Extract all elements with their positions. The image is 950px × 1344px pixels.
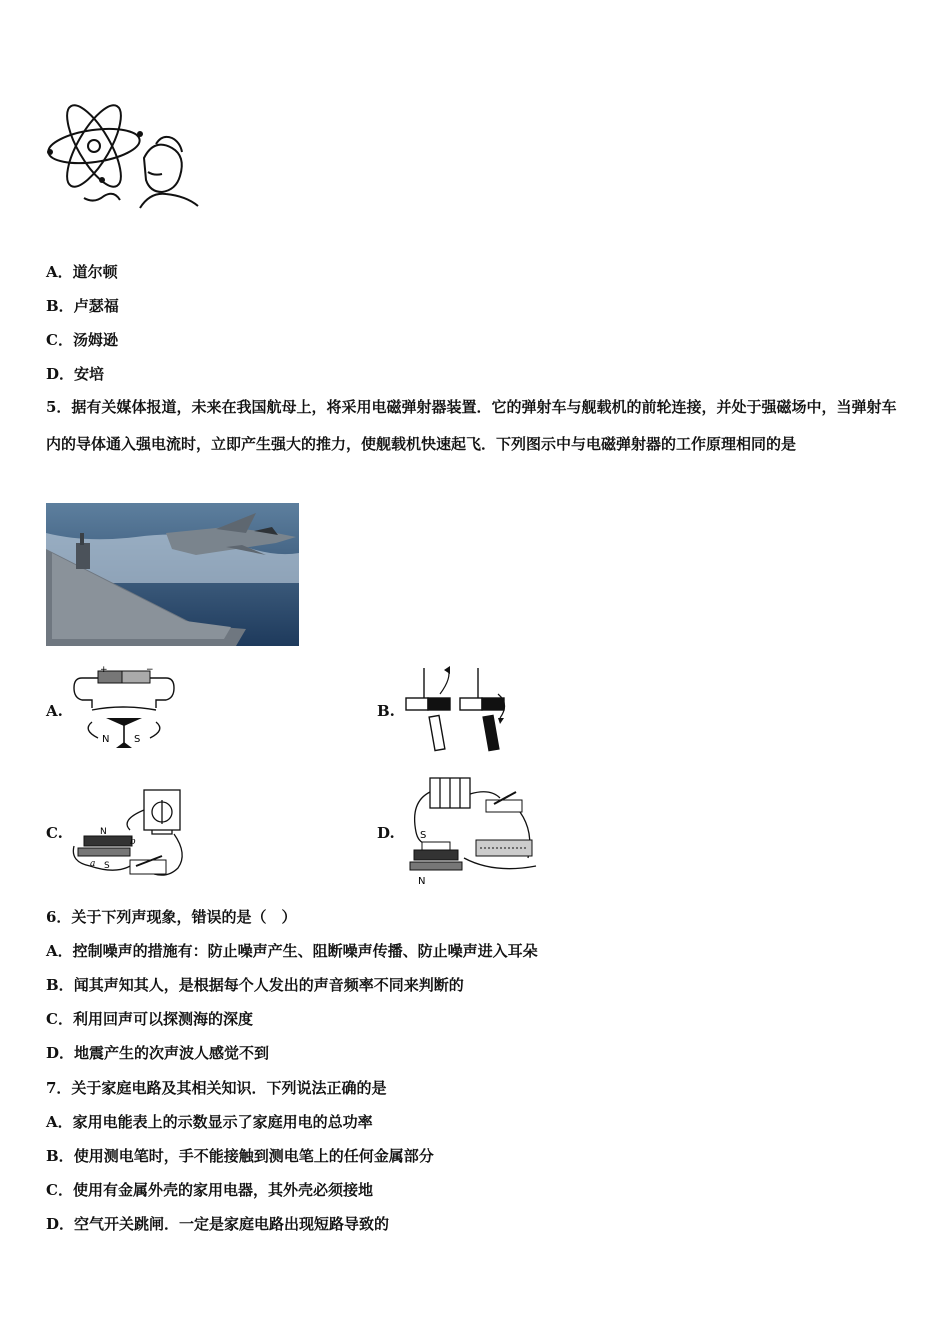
q5-option-d-label: D.: [377, 824, 395, 842]
option-a-oersted-figure: [72, 666, 176, 756]
fig-d-s-label: S: [420, 830, 427, 841]
option-b-magnets-figure: [402, 664, 522, 756]
q5-stem: 5．据有关媒体报道，未来在我国航母上，将采用电磁弹射器装置．它的弹射车与舰载机的前轮连接，并处于强磁场中，当弹射车内的导体通入强电流时，立即产生强大的推力，使舰载机快速起飞．下列图示中与电磁弹射器的工作原理相同的是: [46, 398, 897, 453]
battery-plus-label: +: [100, 666, 108, 675]
q6-option-d: D．地震产生的次声波人感觉不到: [46, 1044, 270, 1062]
q6-stem: 6．关于下列声现象，错误的是（ ）: [46, 908, 297, 926]
needle-s-label: S: [134, 734, 141, 745]
q6-option-b: B．闻其声知其人，是根据每个人发出的声音频率不同来判断的: [46, 976, 464, 994]
fig-c-s-label: S: [104, 861, 110, 871]
q4-option-d: D．安培: [46, 365, 105, 383]
battery-minus-label: −: [146, 666, 154, 675]
atom-scientist-figure: [44, 98, 200, 224]
q5-option-b-label: B.: [377, 702, 395, 720]
carrier-jet-photo: [46, 503, 299, 646]
option-d-motor-figure: [404, 770, 540, 886]
q4-option-b: B．卢瑟福: [46, 297, 119, 315]
q7-option-a: A．家用电能表上的示数显示了家庭用电的总功率: [46, 1113, 373, 1131]
q4-option-c: C．汤姆逊: [46, 331, 118, 349]
q6-option-a: A．控制噪声的措施有：防止噪声产生、阻断噪声传播、防止噪声进入耳朵: [46, 942, 538, 960]
q5-option-c-label: C.: [46, 824, 63, 842]
q4-option-a: A．道尔顿: [46, 263, 118, 281]
q7-stem: 7．关于家庭电路及其相关知识．下列说法正确的是: [46, 1079, 387, 1097]
fig-c-b-label: b: [130, 837, 136, 847]
fig-d-n-label: N: [418, 876, 426, 886]
q7-option-b: B．使用测电笔时，手不能接触到测电笔上的任何金属部分: [46, 1147, 434, 1165]
q5-option-a-label: A.: [46, 702, 63, 720]
fig-c-a-label: a: [90, 859, 96, 869]
fig-c-n-label: N: [100, 827, 107, 837]
q6-option-c: C．利用回声可以探测海的深度: [46, 1010, 253, 1028]
option-c-induction-figure: [70, 786, 192, 886]
q7-option-c: C．使用有金属外壳的家用电器，其外壳必须接地: [46, 1181, 373, 1199]
q7-option-d: D．空气开关跳闸．一定是家庭电路出现短路导致的: [46, 1215, 390, 1233]
needle-n-label: N: [102, 734, 110, 745]
